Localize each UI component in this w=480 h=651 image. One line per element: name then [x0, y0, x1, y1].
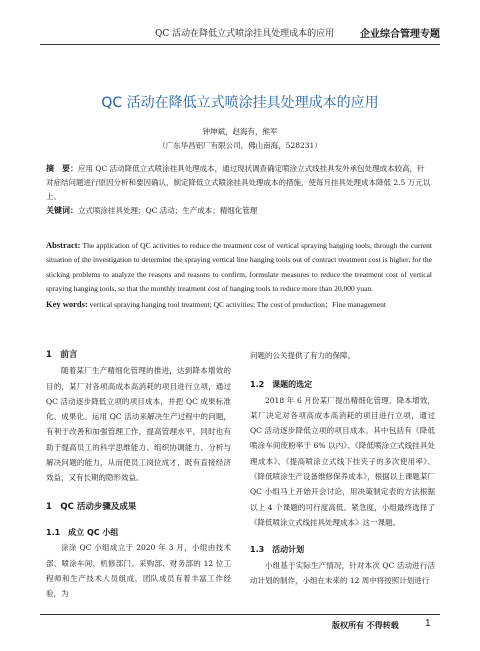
- article-title: QC 活动在降低立式喷涂挂具处理成本的应用: [101, 95, 379, 111]
- chinese-abstract: [46, 162, 432, 218]
- abstract-text: 应用 QC 活动降低立式喷涂挂具处理成本，通过现状调查确定喷涂立式线挂具发外承包处理成本较高，针对症结问题进行原因分析和要因确认，制定降低立式喷涂挂具处理成本的措施，使每月挂具处理成本降低 2.5 万元以上。: [46, 164, 431, 201]
- section-paragraph: 小组基于实际生产情况，针对本次 QC 活动进行活动计划的制作，小组在未来的 12 周中将按照计划进行: [250, 560, 435, 585]
- running-header: [40, 24, 440, 45]
- keywords-paragraph: [46, 204, 432, 218]
- en-abstract-paragraph: [46, 238, 432, 297]
- copyright-notice: 版权所有 不得转载: [332, 620, 399, 630]
- section-heading: 1 QC 活动步骤及成果: [46, 501, 137, 512]
- en-keywords-label: Key words:: [46, 298, 88, 309]
- left-column: [46, 348, 231, 601]
- subsection-heading: 1.3 活动计划: [250, 545, 305, 555]
- section-paragraph: 随着某厂生产精细化管理的推进，达到降本增效的目的，某厂对各项高成本高消耗的项目进行立项，通过 QC 活动逐步降低立项的项目成本，并把 QC 成果标准化、成果化。运用 QC 活动来解决生产过程中的问题，有利于改善和加强管理工作，提高管理水平，同时也有助于提高员工的科学思维能力、组织协调能力、分析与解决问题的能力，从而使员工岗位成才，既有直接经济效益，又有长期的隐形效益。: [46, 366, 231, 483]
- keywords-text: 立式喷涂挂具处理；QC 活动；生产成本；精细化管理: [78, 206, 258, 215]
- page-number: 1: [425, 618, 431, 629]
- keywords-label: 关键词：: [46, 206, 78, 215]
- en-keywords-text: vertical spraying hanging tool treatment; QC activities; The cost of production；Fine management: [89, 299, 386, 309]
- footer-rule: [40, 614, 440, 615]
- column-name: 企业综合管理专题: [360, 29, 440, 40]
- abstract-label: 摘 要：: [46, 164, 78, 173]
- subsection-heading: 1.1 成立 QC 小组: [46, 527, 119, 537]
- section-paragraph: 涂涂 QC 小组成立于 2020 年 3 月，小组由技术部、喷涂车间、机修部门、采购部、财务部的 12 位工程师和生产技术人员组成，团队成员有着丰富工作经验，为: [46, 543, 231, 599]
- abstract-paragraph: [46, 162, 432, 204]
- en-abstract-text: The application of QC activities to reduce the treatment cost of vertical spraying hanging tools, through the current situation of the investigation to determine the spraying vertical line hanging tools out of contract treatment cost is higher, for the sticking problems to analyze the reasons and reasons to confirm, formulate measures to reduce the treatment cost of vertical spraying hanging tools, so that the monthly treatment cost of hanging tools to reduce more than 20,000 yuan.: [46, 241, 432, 294]
- section-paragraph: 2018 年 6 月份某厂提出精细化管理、降本增效，某厂决定对各项高成本高消耗的项目进行立项，通过 QC 活动逐步降低立项的项目成本。其中包括有《降低喷涂车间废粉率于 6% 以内》、《降低喷涂立式线挂具处理成本》、《提高喷涂立式线下挂夹子的多次使用率》、《降低喷涂生产设备维修保养成本》，根据以上课题某厂 QC 小组马上开始开会讨论，用决策制定表的方法根据以上 4 个课题的可行度高低、紧急度，小组最终选择了《降低喷涂立式线挂具处理成本》这一课题。: [250, 395, 435, 527]
- en-keywords-paragraph: [46, 297, 432, 312]
- section-paragraph: 问题的公关提供了有力的保障。: [250, 351, 355, 360]
- english-abstract: [46, 238, 432, 312]
- affiliation: （广东华昌铝厂有限公司，佛山南海，528231）: [158, 141, 322, 150]
- section-heading: 1 前言: [46, 350, 78, 360]
- right-column: [250, 348, 435, 588]
- running-title: QC 活动在降低立式喷涂挂具处理成本的应用: [155, 29, 335, 39]
- authors: 钟坤斌，赵海有，熊军: [202, 127, 278, 136]
- en-abstract-label: Abstract:: [46, 240, 81, 250]
- subsection-heading: 1.2 课题的选定: [250, 380, 313, 390]
